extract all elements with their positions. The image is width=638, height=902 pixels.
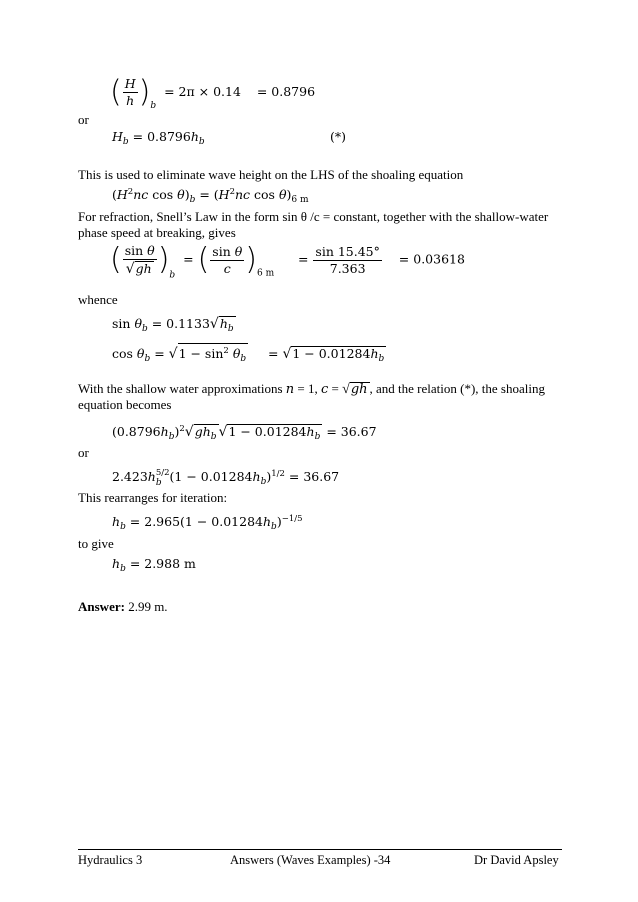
equation-shoaling-expanded: $(0.8796h_b)^2√gh_b$ $√1 - 0.01284h_b = 36.67$ [112, 424, 377, 442]
equation-shoaling-power-form: 2.423h 5/2 b $(1 - 0.01284h_b)^{1/2} = 36.67$ [112, 467, 340, 488]
to-give-text: to give [78, 536, 114, 551]
or-text-2: or [78, 445, 89, 460]
footer-center: Answers (Waves Examples) -34 [230, 853, 391, 867]
equation-result: $h_b = 2.988$ m [112, 556, 196, 574]
equation-snells-law: ( $\frac{\text{sin θ}}{√gh}$ )$_b$ = ( $\frac{\text{sin θ}}{c}$ )$_{6 m}$ = $\frac{\sin 15.45^\circ}{7.363}$ = 0.03618 [110, 242, 465, 281]
paragraph-shoaling: This is used to eliminate wave height on the LHS of the shoaling equation [78, 167, 464, 182]
paragraph-shallow-water-line2: equation becomes [78, 397, 172, 412]
equation-iteration: $h_b = 2.965(1 - 0.01284h_b)^{-1/5}$ [112, 514, 303, 532]
equation-cos-theta-b: $\cos \theta_b = √1 - \sin^2 \theta_b$ = $√1 - 0.01284h_b$ [112, 343, 386, 366]
equation-wave-height-relation: $H_b = 0.8796h_b$ [112, 129, 205, 147]
or-text-1: or [78, 112, 89, 127]
equation-breaker-index: ( $\frac{H}{h}$ )$_b = 2\pi \times 0.14$ = 0.8796 [110, 74, 316, 111]
equation-tag: (*) [330, 129, 347, 144]
answer-label: Answer: [78, 599, 125, 614]
footer-rule [78, 849, 562, 850]
paragraph-shallow-water-line1: With the shallow water approximations n = 1, c = √gh , and the relation (*), the shoaling [78, 381, 545, 397]
answer-value: 2.99 m. [128, 599, 168, 614]
answer-line [78, 599, 168, 615]
whence-text: whence [78, 292, 118, 307]
paragraph-iteration: This rearranges for iteration: [78, 490, 228, 505]
footer-right: Dr David Apsley [474, 853, 559, 867]
footer-left: Hydraulics 3 [78, 853, 143, 867]
paragraph-snells-law-line2: phase speed at breaking, gives [78, 225, 236, 240]
paragraph-snells-law-line1: For refraction, Snell’s Law in the form sin θ /c = constant, together with the shallow-water [78, 209, 549, 224]
equation-shoaling: ($H^2nc$ $\cos \theta)_b = (H^2nc$ $\cos \theta)_{6 m}$ [112, 187, 309, 205]
equation-sin-theta-b: $\sin \theta_b = 0.1133√h_b$ [112, 316, 234, 334]
